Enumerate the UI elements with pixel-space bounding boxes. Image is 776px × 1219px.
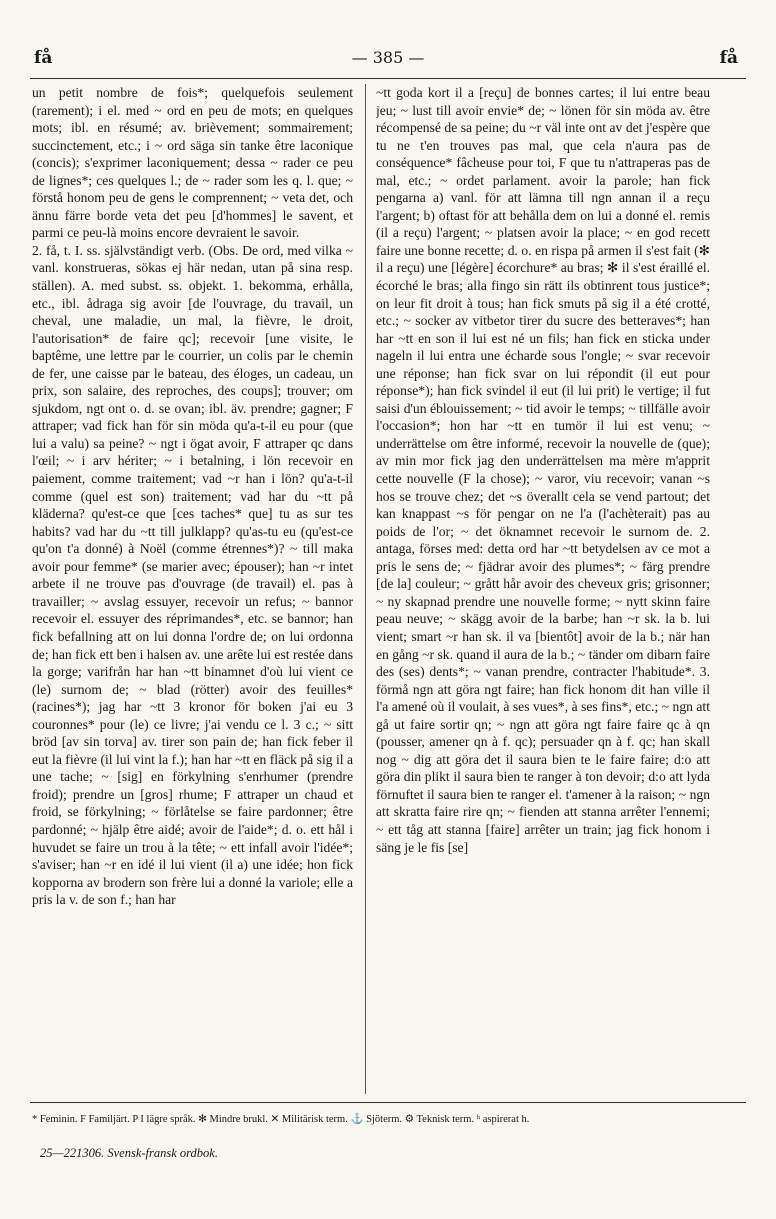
entry-text: ~tt goda kort il a [reçu] de bonnes cartes; il lui entre beau jeu; ~ lust till avoir envie* de; ~ lönen för sin möda av. être récompensé de sa peine; du ~r väl inte ont av det j'espère que tu ne t'en trouves pas mal, que cela n'aura pas de conséquence* fâcheuse pour toi, F que tu n'attraperas pas de mal, etc.; ~ ordet parlament. avoir la parole; han fick pengarna a) vanl. för att lämna till ngn annan il a reçu l'argent; b) oftast för att behålla dem on lui a donné el. remis (il a reçu) l'argent; ~ platsen avoir la place; ~ en god recett faire une bonne recette; d. o. en rispa på armen il s'est fait (✻ il a reçu) une [légère] écorchure* au bras; ✻ il s'est éraillé el. écorché le bras; alla fingo sin rätt ils obtinrent tous justice*; on leur fit droit à tous; han fick smuts på sig il a été crotté, etc.; ~ socker av vitbetor tirer du sucre des betteraves*; han har ~tt en son il lui est né un fils; han fick en sticka under nageln il lui entra une écharde sous l'ongle; ~ svar recevoir une réponse; han fick svar on lui répondit (il eut pour réponse*); han fick svindel il eut (il lui prit) le vertige; il fut saisi d'un éblouissement; ~ tid avoir le temps; ~ tillfälle avoir l'occasion*; hon har ~tt en tumör il lui est venu; ~ underrättelse om être informé, recevoir la nouvelle de (que); av min mor fick jag den underrättelsen ma mère m'apprit cette nouvelle (F la chose); ~ varor, viu recevoir; vanan ~s hos se trouve chez; det ~s överallt cela se vend partout; det kan knappast ~s för pengar on ne l'a (l'achèterait) pas au poids de l'or; ~ det öknamnet recevoir le surnom de. 2. antaga, förses med: detta ord har ~tt betydelsen av ce mot a pris le sens de; ~ fjädrar avoir des plumes*; ~ färg prendre [de la] couleur; ~ grått hår avoir des cheveux gris; grisonner; ~ ny skapnad prendre une nouvelle forme; ~ nytt skinn faire peau neuve; ~ skägg avoir de la barbe; han ~r sk. la b. lui vient; smart ~r han sk. il va [bientôt] avoir de la b.; när han en gång ~r sk. quand il aura de la b.; ~ tänder om dibarn faire des (ses) dents*; ~ vanan prendre, contracter l'habitude*. 3. förmå ngn att göra ngt faire; han fick honom dit han ville il l'a amené où il voulait, à ses vues*, à ses fins*, etc.; ~ ngn att gå ut faire sortir qn; ~ ngn att göra ngt faire faire qc à qn (pousser, amener qn à f. qc); persuader qn à f. qc; han skall nog ~ dig att göra det il saura bien te le faire faire; d:o att göra din plikt il saura bien te ranger à ton devoir; d:o att lyda förnuftet il saura bien te ranger el. t'amener à la raison; ~ ngn att skratta faire rire qn; ~ fienden att stanna arrêter l'ennemi; ~ ett tåg att stanna [faire] arrêter un train; jag fick honom i säng je le fis [se]: [376, 85, 710, 855]
page-number: — 385 —: [351, 48, 425, 67]
page-header: [30, 48, 746, 72]
header-rule: [30, 78, 746, 79]
left-column: [32, 84, 353, 1096]
entry-text: 2. få, t. I. ss. självständigt verb. (Obs. De ord, med vilka ~ vanl. konstrueras, sökas ej här nedan, utan på sina resp. ställen). A. med subst. ss. objekt. 1. bekomma, erhålla, etc., ibl. ådraga sig avoir [de l'ouvrage, du travail, un cheval, une maladie, un mal, la fièvre, le droit, l'autorisation* de faire qc]; recevoir [une visite, le baptême, une lettre par le courrier, un colis par le chemin de fer, une caisse par le bateau, des éloges, un cadeau, un prix, son salaire, des reproches, des coups]; trouver; om sjukdom, ngt ont o. d. se ovan; ibl. äv. prendre; gagner; F attraper; vad fick han för sin möda qu'a-t-il eu pour (que lui a valu) sa peine? ~ ngt i ögat avoir, F attraper qc dans l'œil; ~ i arv hériter; ~ i betalning, i lön recevoir en paiement, comme traitement; vad ~r han i lön? qu'a-t-il comme (quel est son) traitement; vad har du ~tt på kläderna? qu'est-ce que [ces taches* que] tu as sur tes habits? vad har du ~tt till julklapp? qu'as-tu eu (qu'est-ce qu'on t'a donné) à Noël (comme étrennes*)? ~ till maka avoir pour femme* (se marier avec; épouser); han ~r intet arbete il ne trouve pas d'ouvrage (de travail) el. pas à travailler; ~ avslag essuyer, recevoir un refus; ~ bannor recevoir el. essuyer des réprimandes*, etc. se bannor; han fick befallning att on lui donna l'ordre de; on lui ordonna de; han fick ett ben i halsen av. une arête lui est restée dans la gorge; varifrån har han ~tt binamnet d'où lui vient ce (le) surnom de; ~ blad (rötter) avoir des feuilles* (racines*); jag har ~tt 3 kronor för boken j'ai eu 3 couronnes* pour (le) ce livre; j'ai vendu ce l. 3 c.; ~ sitt bröd [av sin torva] av. tirer son pain de; han fick feber il eut la fièvre (il lui vint la f.); han har ~tt en fläck på sig il a une tache; ~ [sig] en förkylning s'enrhumer (prendre froid); prendre un [gros] rhume; F attraper un chaud et froid, se förkylning; ~ förlåtelse se faire pardonner; être pardonné; ~ hjälp être aidé; avoir de l'aide*; d. o. ett hål i huvudet se faire un trou à la tête; ~ ett infall avoir l'idée*; s'aviser; han ~r en idé il lui vient (il a) une idée; hon fick kopporna av brodern son frère lui a donné la variole; elle a pris la v. de son f.; han har: [32, 242, 353, 908]
header-guide-word-right: få: [719, 48, 738, 68]
abbreviation-key: * Feminin. F Familjärt. P I lägre språk. ✻ Mindre brukl. ✕ Militärisk term. ⚓ Sjöterm. ⚙ Teknisk term. ʰ aspirerat h.: [32, 1114, 530, 1125]
printer-mark: 25—221306. Svensk-fransk ordbok.: [40, 1146, 218, 1160]
footnote-rule: [30, 1102, 746, 1103]
right-column: [376, 84, 710, 1096]
header-guide-word-left: få: [34, 48, 53, 68]
column-divider: [365, 84, 366, 1094]
entry-text: un petit nombre de fois*; quelquefois seulement (rarement); i el. med ~ ord en peu de mots; en quelques mots; ibl. en résumé; av. brièvement; sommairement; succinctement, etc.; i ~ ord säga sin tanke être laconique (concis); s'exprimer laconiquement; dessa ~ rader ce peu de lignes*; ces quelques l.; de ~ rader som les q. l. que; ~ förstå honom peu de gens le comprennent; ~ veta det, och ännu färre borde veta det peu [d'hommes] le savent, et parmi ce peu-là moins encore devraient le savoir.: [32, 85, 353, 241]
